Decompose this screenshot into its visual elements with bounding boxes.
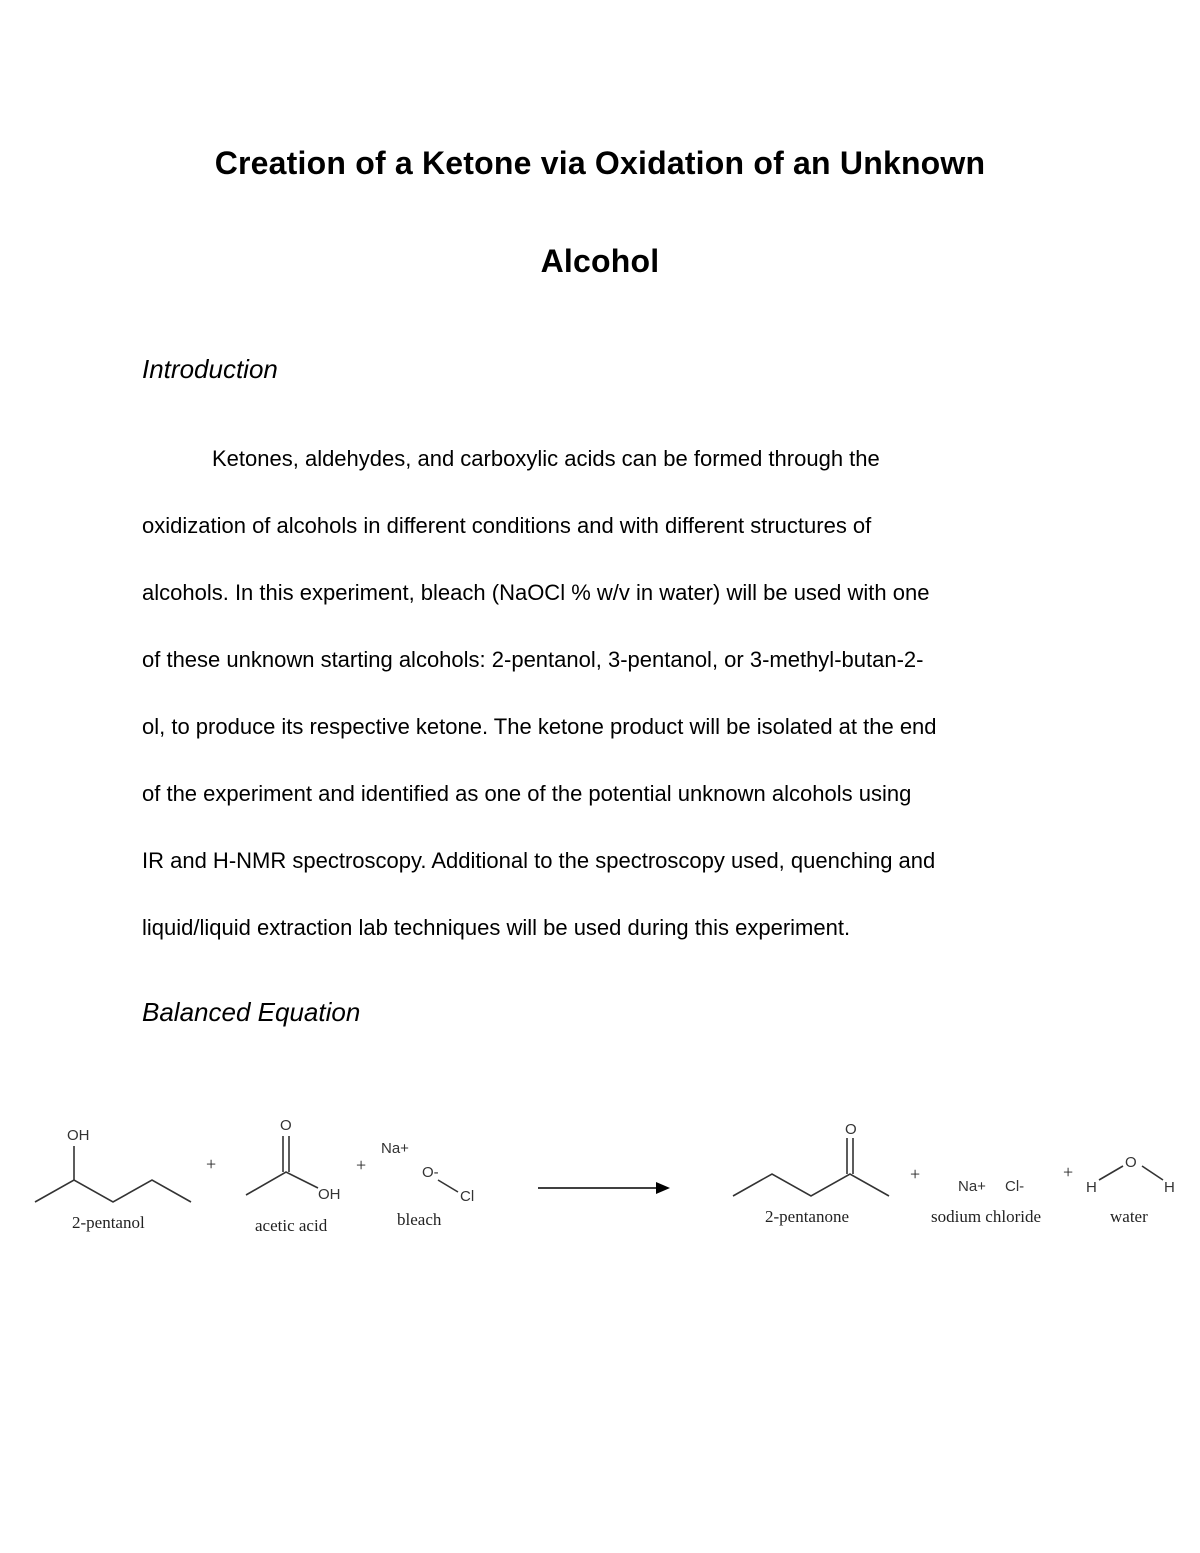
introduction-heading: Introduction xyxy=(142,354,278,384)
bleach-o-cl-bond xyxy=(438,1180,458,1192)
2-pentanol-skeleton xyxy=(35,1180,191,1202)
water-oh-bond-right xyxy=(1142,1166,1163,1180)
2-pentanone-skeleton xyxy=(733,1174,889,1196)
molecule-acetic-acid xyxy=(246,1117,341,1235)
molecule-bleach xyxy=(381,1140,474,1229)
water-label: water xyxy=(1110,1207,1148,1226)
bleach-label: bleach xyxy=(397,1210,442,1229)
sodium-chloride-cl-atom: Cl- xyxy=(1005,1178,1025,1195)
bleach-na-atom: Na+ xyxy=(381,1140,409,1157)
introduction-line: IR and H-NMR spectroscopy. Additional to the spectroscopy used, quenching and xyxy=(142,848,936,873)
2-pentanol-oh-atom: OH xyxy=(67,1127,90,1144)
sodium-chloride-label: sodium chloride xyxy=(931,1207,1042,1226)
reaction-arrow xyxy=(538,1182,670,1194)
introduction-line: of the experiment and identified as one of the potential unknown alcohols using xyxy=(142,781,912,806)
reaction-arrow-head xyxy=(656,1182,670,1194)
introduction-line: Ketones, aldehydes, and carboxylic acids can be formed through the xyxy=(212,446,880,471)
water-h-atom: H xyxy=(1086,1179,1097,1196)
document-title-line-1: Creation of a Ketone via Oxidation of an Unknown xyxy=(214,145,986,181)
plus-sign: + xyxy=(206,1154,217,1174)
introduction-line: ol, to produce its respective ketone. The ketone product will be isolated at the end xyxy=(142,714,937,739)
acetic-acid-label: acetic acid xyxy=(255,1216,328,1235)
introduction-line: alcohols. In this experiment, bleach (NaOCl % w/v in water) will be used with one xyxy=(142,580,930,605)
plus-sign: + xyxy=(1063,1162,1074,1182)
2-pentanol-label: 2-pentanol xyxy=(72,1213,145,1232)
molecule-water xyxy=(1086,1154,1175,1226)
molecule-2-pentanone xyxy=(733,1121,889,1226)
introduction-line: of these unknown starting alcohols: 2-pentanol, 3-pentanol, or 3-methyl-butan-2- xyxy=(142,647,924,672)
introduction-line: oxidization of alcohols in different conditions and with different structures of xyxy=(142,513,872,538)
balanced-equation-heading: Balanced Equation xyxy=(142,997,361,1027)
2-pentanone-o-atom: O xyxy=(845,1121,857,1138)
bleach-cl-atom: Cl xyxy=(460,1188,475,1205)
acetic-acid-skeleton xyxy=(246,1172,318,1195)
water-h-atom: H xyxy=(1164,1179,1175,1196)
document-title-line-2: Alcohol xyxy=(540,243,660,279)
introduction-line: liquid/liquid extraction lab techniques will be used during this experiment. xyxy=(142,915,851,940)
plus-sign: + xyxy=(910,1164,921,1184)
acetic-acid-oh-atom: OH xyxy=(318,1186,341,1203)
2-pentanone-label: 2-pentanone xyxy=(765,1207,850,1226)
sodium-chloride-na-atom: Na+ xyxy=(958,1178,986,1195)
molecule-sodium-chloride xyxy=(931,1178,1041,1226)
molecule-2-pentanol xyxy=(35,1127,191,1232)
water-oh-bond-left xyxy=(1099,1166,1123,1180)
balanced-equation-diagram xyxy=(0,1100,1200,1260)
plus-sign: + xyxy=(356,1155,367,1175)
water-o-atom: O xyxy=(1125,1154,1137,1171)
bleach-o-atom: O- xyxy=(422,1164,439,1181)
acetic-acid-o-atom: O xyxy=(280,1117,292,1134)
